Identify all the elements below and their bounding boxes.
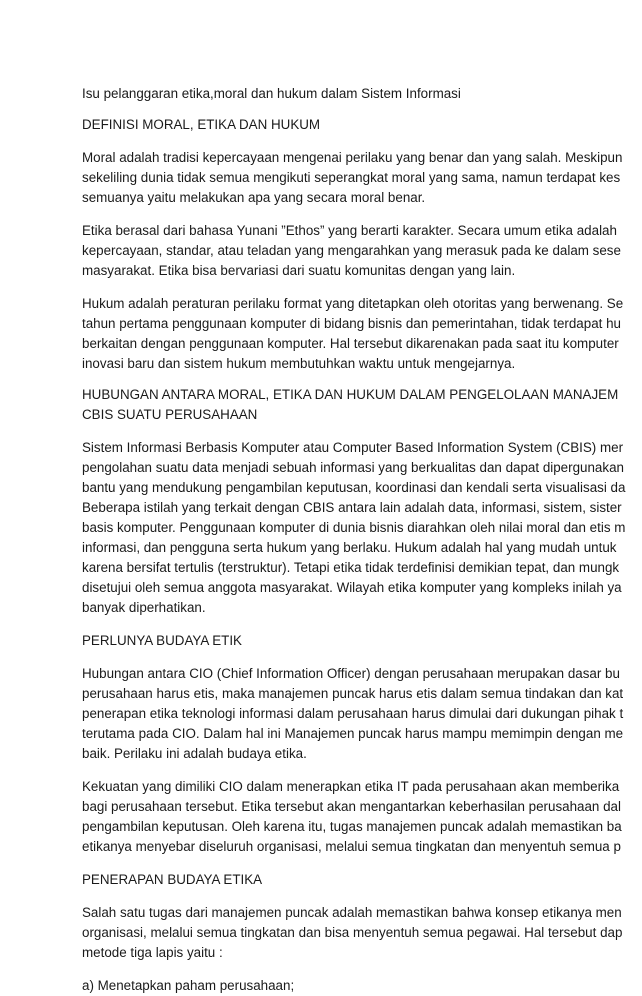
text-line: organisasi, melalui semua tingkatan dan bisa menyentuh semua pegawai. Hal tersebut dap: [82, 925, 623, 940]
section-heading-penerapan: [82, 870, 642, 890]
section-heading-definisi: [82, 115, 642, 135]
section-heading-budaya-etik: [82, 631, 642, 651]
text-line: bagi perusahaan tersebut. Etika tersebut akan mengantarkan keberhasilan perusahaan dal: [82, 799, 621, 814]
text-line: perusahaan harus etis, maka manajemen puncak harus etis dalam semua tindakan dan kat: [82, 686, 624, 701]
text-line: Etika berasal dari bahasa Yunani ”Ethos” yang berarti karakter. Secara umum etika adalah: [82, 223, 617, 238]
text-line: Kekuatan yang dimiliki CIO dalam menerapkan etika IT pada perusahaan akan memberika: [82, 779, 620, 794]
paragraph-etika: [82, 221, 642, 281]
text-line: metode tiga lapis yaitu :: [82, 945, 223, 960]
text-line: Hubungan antara CIO (Chief Information Officer) dengan perusahaan merupakan dasar bu: [82, 666, 620, 681]
text-line: masyarakat. Etika bisa bervariasi dari suatu komunitas dengan yang lain.: [82, 263, 516, 278]
text-line: Hukum adalah peraturan perilaku format yang ditetapkan oleh otoritas yang berwenang. Se: [82, 296, 624, 311]
text-line: pengolahan suatu data menjadi sebuah informasi yang berkualitas dan dapat dipergunakan: [82, 460, 624, 475]
text-line: tahun pertama penggunaan komputer di bidang bisnis dan pemerintahan, tidak terdapat hu: [82, 316, 621, 331]
text-line: CBIS SUATU PERUSAHAAN: [82, 407, 258, 422]
paragraph-cbis: [82, 438, 642, 618]
text-line: banyak diperhatikan.: [82, 600, 206, 615]
text-line: pengambilan keputusan. Oleh karena itu, tugas manajemen puncak adalah memastikan ba: [82, 819, 622, 834]
text-line: bantu yang mendukung pengambilan keputusan, koordinasi dan kendali serta visualisasi da: [82, 480, 626, 495]
text-line: etikanya menyebar diseluruh organisasi, melalui semua tingkatan dan menyentuh semua p: [82, 839, 621, 854]
paragraph-kekuatan: [82, 777, 642, 857]
text-line: HUBUNGAN ANTARA MORAL, ETIKA DAN HUKUM DALAM PENGELOLAAN MANAJEM: [82, 387, 619, 402]
text-line: DEFINISI MORAL, ETIKA DAN HUKUM: [82, 117, 321, 132]
text-line: PERLUNYA BUDAYA ETIK: [82, 633, 242, 648]
text-line: informasi, dan pengguna serta hukum yang berlaku. Hukum adalah hal yang mudah untuk: [82, 540, 617, 555]
text-line: berkaitan dengan penggunaan komputer. Hal tersebut dikarenakan pada saat itu komputer: [82, 336, 619, 351]
section-heading-hubungan: [82, 385, 642, 425]
paragraph-cio: [82, 664, 642, 764]
text-line: terutama pada CIO. Dalam hal ini Manajemen puncak harus mampu memimpin dengan me: [82, 726, 624, 741]
text-line: Salah satu tugas dari manajemen puncak adalah memastikan bahwa konsep etikanya men: [82, 905, 622, 920]
text-line: Isu pelanggaran etika,moral dan hukum dalam Sistem Informasi: [82, 86, 461, 101]
text-line: basis komputer. Penggunaan komputer di dunia bisnis diarahkan oleh nilai moral dan etis m: [82, 520, 626, 535]
text-line: penerapan etika teknologi informasi dalam perusahaan harus dimulai dari dukungan pihak t: [82, 706, 624, 721]
text-line: sekeliling dunia tidak semua mengikuti seperangkat moral yang sama, namun terdapat kes: [82, 170, 621, 185]
text-line: baik. Perilaku ini adalah budaya etika.: [82, 746, 307, 761]
text-line: Moral adalah tradisi kepercayaan mengenai perilaku yang benar dan yang salah. Meskipun: [82, 150, 623, 165]
text-line: PENERAPAN BUDAYA ETIKA: [82, 872, 263, 887]
paragraph-tugas: [82, 903, 642, 963]
paragraph-moral: [82, 148, 642, 208]
text-line: Sistem Informasi Berbasis Komputer atau Computer Based Information System (CBIS) mer: [82, 440, 624, 455]
text-line: kepercayaan, standar, atau teladan yang mengarahkan yang merasuk pada ke dalam sese: [82, 243, 621, 258]
document-body: [82, 84, 642, 996]
text-line: Beberapa istilah yang terkait dengan CBIS antara lain adalah data, informasi, sistem, sister: [82, 500, 622, 515]
document-title: [82, 84, 642, 104]
text-line: a) Menetapkan paham perusahaan;: [82, 978, 295, 993]
text-line: karena bersifat tertulis (terstruktur). Tetapi etika tidak terdefinisi demikian tepat, dan mungk: [82, 560, 620, 575]
text-line: inovasi baru dan sistem hukum membutuhkan waktu untuk mengejarnya.: [82, 356, 516, 371]
paragraph-hukum: [82, 294, 642, 374]
text-line: disetujui oleh semua anggota masyarakat. Wilayah etika komputer yang kompleks inilah ya: [82, 580, 622, 595]
text-line: semuanya yaitu melakukan apa yang secara moral benar.: [82, 190, 426, 205]
list-item-a: [82, 976, 642, 996]
